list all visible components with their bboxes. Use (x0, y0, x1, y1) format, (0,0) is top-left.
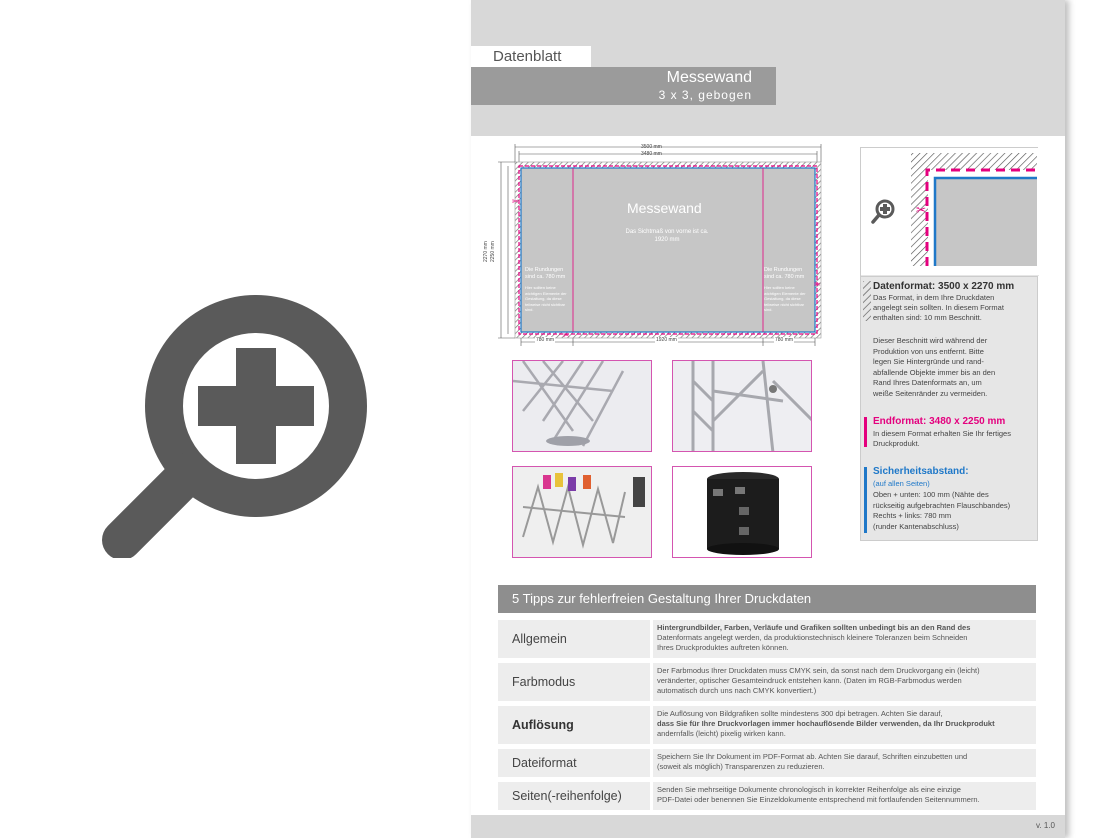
format-info-box (860, 147, 1038, 541)
side-note-right-small: Hier sollten keine wichtigen Elemente der Gestaltung, da diese teilweise nicht sichtbar sind. (764, 285, 806, 312)
side-note-left: Die Rundungen sind ca. 780 mm (525, 267, 566, 280)
dim-label-outer-height: 2270 mm (483, 241, 489, 262)
section-label: Datenblatt (471, 46, 591, 67)
drawing-panel-title: Messewand (627, 200, 702, 216)
tip-text: Senden Sie mehrseitige Dokumente chronologisch in korrekter Reihenfolge als eine einzige PDF-Datei oder benennen Sie Einzeldokumente entsprechend mit fortlaufenden Seitennummern. (653, 782, 1036, 810)
tip-label: Dateiformat (498, 749, 650, 777)
side-note-left-small: Hier sollten keine wichtigen Elemente der Gestaltung, da diese teilweise nicht sichtbar sind. (525, 285, 567, 312)
tip-row-allgemein (498, 620, 1036, 658)
sicherheit-text: Oben + unten: 100 mm (Nähte des rückseitig aufgebrachten Flauschbandes) Rechts + links: 780 mm (runder Kantenabschluss) (873, 490, 1011, 531)
footer-band (471, 815, 1065, 838)
zoom-detail-graphic (861, 148, 1039, 276)
tips-section (498, 585, 1036, 813)
svg-text:✂: ✂ (563, 331, 570, 340)
datasheet-page (471, 0, 1065, 838)
tip-text: Hintergrundbilder, Farben, Verläufe und Grafiken sollten unbedingt bis an den Rand des Datenformats angelegt werden, da produktionstechnisch kleinere Toleranzen beim Schneiden Ihres Druckproduktes auftreten können. (653, 620, 1036, 658)
datenformat-text: Das Format, in dem Ihre Druckdaten angelegt sein sollten. In diesem Format enthalten sind: 10 mm Beschnitt. (873, 293, 1004, 322)
tip-row-seitenreihenfolge (498, 782, 1036, 810)
technical-drawing (497, 142, 837, 352)
tip-text: Speichern Sie Ihr Dokument im PDF-Format ab. Achten Sie darauf, Schriften einzubetten und (soweit als möglich) Transparenzen zu reduzieren. (653, 749, 1036, 777)
product-title-bar (471, 67, 776, 105)
sicherheit-marker (864, 467, 867, 533)
sicherheit-subtitle: (auf allen Seiten) (873, 479, 930, 488)
datenformat-title: Datenformat: 3500 x 2270 mm (873, 281, 1015, 292)
dim-label-outer: 3500 mm (641, 144, 662, 150)
tips-heading: 5 Tipps zur fehlerfreien Gestaltung Ihrer Druckdaten (498, 585, 1036, 613)
tip-row-aufloesung (498, 706, 1036, 744)
tip-row-dateiformat (498, 749, 1036, 777)
hatch-marker (863, 281, 871, 321)
zoom-in-icon[interactable] (100, 278, 380, 558)
endformat-title: Endformat: 3480 x 2250 mm (873, 416, 1006, 427)
tip-text: Der Farbmodus Ihrer Druckdaten muss CMYK sein, da sonst nach dem Druckvorgang ein (leicht) veränderter, optischer Gesamteindruck entstehen kann. (Daten im RGB-Farbmodus werden automatisch durch uns nach CMYK konvertiert.) (653, 663, 1036, 701)
product-photo-1 (512, 360, 652, 452)
dim-label-inner-height: 2250 mm (490, 241, 496, 262)
product-title: Messewand (666, 69, 752, 86)
product-photo-2 (672, 360, 812, 452)
svg-text:✂: ✂ (916, 203, 927, 217)
endformat-marker (864, 417, 867, 447)
beschnitt-text: Dieser Beschnitt wird während der Produktion von uns entfernt. Bitte legen Sie Hintergründe und rand- abfallende Objekte immer bis an den Rand Ihres Datenformats an, um weiße Seitenränder zu vermeiden. (873, 336, 996, 398)
tip-label: Auflösung (498, 706, 650, 744)
product-photo-3 (512, 466, 652, 558)
tip-label: Farbmodus (498, 663, 650, 701)
version-label: v. 1.0 (1036, 821, 1055, 830)
endformat-text: In diesem Format erhalten Sie Ihr fertiges Druckprodukt. (873, 429, 1011, 448)
sicherheit-title: Sicherheitsabstand: (873, 466, 969, 477)
product-photo-4 (672, 466, 812, 558)
visible-area-note: Das Sichtmaß von vorne ist ca. 1920 mm (625, 229, 709, 243)
dim-label-left: 780 mm (536, 337, 555, 343)
tip-text: Die Auflösung von Bildgrafiken sollte mindestens 300 dpi betragen. Achten Sie darauf, dass Sie für Ihre Druckvorlagen immer hochauflösende Bilder verwenden, da Ihr Druckprodukt andernfalls (leicht) pixelig wirken kann. (653, 706, 1036, 744)
svg-text:✂: ✂ (512, 197, 519, 206)
tip-row-farbmodus (498, 663, 1036, 701)
svg-text:✂: ✂ (814, 280, 821, 289)
dim-label-center: 1920 mm (656, 337, 677, 343)
dim-label-inner: 3480 mm (641, 151, 662, 157)
tip-label: Allgemein (498, 620, 650, 658)
dim-label-right: 780 mm (775, 337, 794, 343)
side-note-right: Die Rundungen sind ca. 780 mm (764, 267, 805, 280)
tip-label: Seiten(-reihenfolge) (498, 782, 650, 810)
product-subtitle: 3 x 3, gebogen (658, 88, 752, 102)
